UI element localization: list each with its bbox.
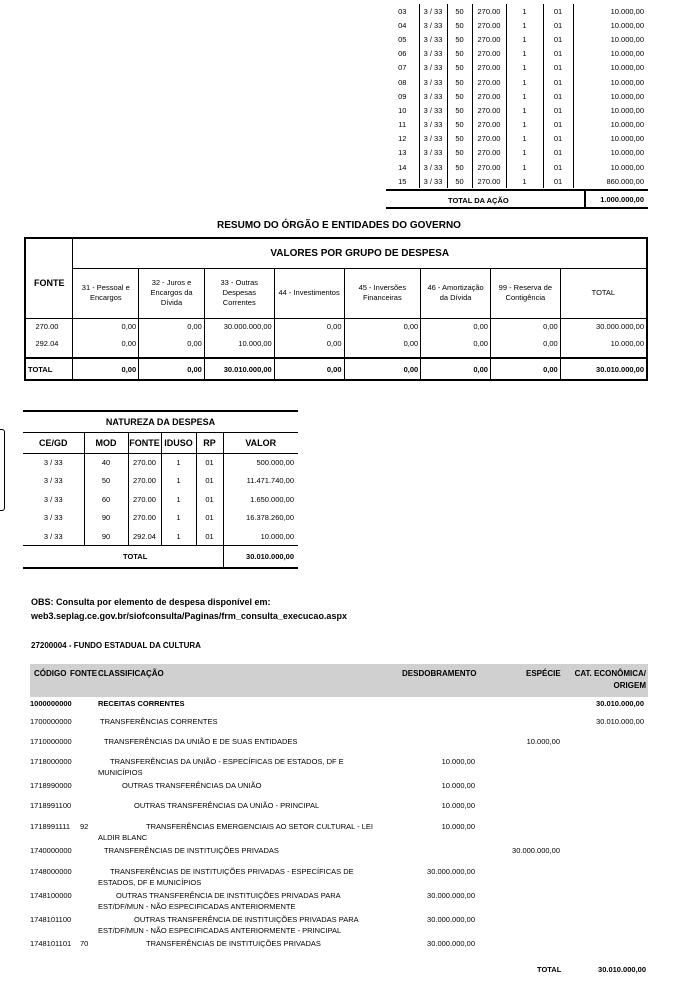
action-cell: 3 / 33: [419, 89, 447, 103]
action-cell: 50: [447, 18, 472, 32]
action-cell: 01: [543, 4, 573, 18]
fundo-codigo: 1748000000: [30, 867, 72, 876]
natureza-cell: 01: [196, 490, 223, 509]
natureza-col-header: MOD: [84, 433, 128, 453]
fundo-header-classificacao: CLASSIFICAÇÃO: [98, 669, 164, 678]
action-cell: 3 / 33: [419, 146, 447, 160]
action-row: [386, 61, 648, 75]
action-cell: 50: [447, 174, 472, 188]
fundo-title: 27200004 - FUNDO ESTADUAL DA CULTURA: [31, 641, 201, 650]
action-cell: 01: [543, 75, 573, 89]
action-cell: 12: [398, 134, 407, 144]
resumo-value-cell: 0,00: [421, 318, 491, 335]
action-cell: 10: [398, 105, 407, 115]
action-cell: 270.00: [472, 146, 506, 160]
action-cell: 04: [398, 20, 407, 30]
resumo-col-header: 31 - Pessoal e Encargos: [73, 268, 139, 318]
action-cell: 1: [506, 132, 543, 146]
natureza-col-header: VALOR: [223, 433, 298, 453]
natureza-cell: 3 / 33: [43, 476, 63, 486]
natureza-row: [23, 472, 298, 491]
fundo-descricao: EST/DF/MUN - NÃO ESPECIFICADAS ANTERIORMENTE: [98, 902, 296, 911]
fundo-codigo: 1748101101: [30, 939, 72, 948]
resumo-table: [24, 237, 648, 381]
fundo-descricao: TRANSFERÊNCIAS CORRENTES: [100, 717, 218, 726]
fundo-descricao: ALDIR BLANC: [98, 833, 148, 842]
fundo-desdobramento: 30.000.000,00: [427, 867, 475, 876]
action-cell: 3 / 33: [419, 18, 447, 32]
action-cell: 10.000,00: [573, 103, 648, 117]
resumo-value-cell: 30.000.000,00: [204, 318, 274, 335]
resumo-value-cell: 0,00: [421, 335, 491, 352]
natureza-grid: [23, 433, 298, 569]
action-cell: 01: [543, 61, 573, 75]
action-cell: 50: [447, 75, 472, 89]
resumo-total-cell: 30.010.000,00: [560, 358, 647, 380]
action-cell: 05: [398, 34, 407, 44]
action-cell: 3 / 33: [419, 132, 447, 146]
fundo-codigo: 1700000000: [30, 717, 72, 726]
resumo-total-cell: 0,00: [421, 358, 491, 380]
action-cell: 10.000,00: [573, 4, 648, 18]
action-cell: 1: [506, 47, 543, 61]
page-edge-bracket: [0, 429, 5, 511]
action-cell: 270.00: [472, 32, 506, 46]
natureza-row: [23, 509, 298, 528]
natureza-cell: 270.00: [128, 453, 161, 472]
natureza-cell: 500.000,00: [223, 453, 298, 472]
action-cell: 3 / 33: [419, 75, 447, 89]
resumo-total-label: TOTAL: [25, 358, 73, 380]
action-cell: 50: [447, 146, 472, 160]
action-cell: 50: [447, 89, 472, 103]
fundo-cat-economica: 30.010.000,00: [596, 717, 644, 726]
natureza-col-header: CE/GD: [23, 433, 84, 453]
action-cell: 01: [543, 89, 573, 103]
action-cell: 01: [543, 146, 573, 160]
action-total-row: [386, 189, 648, 209]
resumo-value-cell: 0,00: [344, 335, 421, 352]
natureza-row: [23, 453, 298, 472]
natureza-col-header: FONTE: [128, 433, 161, 453]
fundo-descricao: ESTADOS, DF E MUNICÍPIOS: [98, 878, 202, 887]
natureza-cell: 01: [196, 453, 223, 472]
resumo-value-cell: 0,00: [139, 318, 205, 335]
fundo-codigo: 1740000000: [30, 846, 72, 855]
fundo-desdobramento: 10.000,00: [441, 801, 475, 810]
natureza-total-label: TOTAL: [23, 546, 223, 568]
action-row: [386, 32, 648, 46]
action-cell: 1: [506, 89, 543, 103]
action-cell: 270.00: [472, 4, 506, 18]
action-cell: 3 / 33: [419, 61, 447, 75]
fundo-cat-economica: 30.010.000,00: [596, 699, 644, 708]
resumo-value-cell: 0,00: [344, 318, 421, 335]
fundo-header: [30, 664, 648, 697]
action-cell: 270.00: [472, 18, 506, 32]
action-cell: 50: [447, 61, 472, 75]
natureza-cell: 01: [196, 472, 223, 491]
fundo-descricao: TRANSFERÊNCIAS DE INSTITUIÇÕES PRIVADAS: [146, 939, 321, 948]
natureza-col-header: RP: [196, 433, 223, 453]
action-cell: 50: [447, 103, 472, 117]
fundo-descricao: TRANSFERÊNCIAS DE INSTITUIÇÕES PRIVADAS - ESPECÍFICAS DE: [110, 867, 354, 876]
natureza-cell: 90: [84, 509, 128, 528]
resumo-row: [25, 318, 647, 335]
obs-link[interactable]: web3.seplag.ce.gov.br/siofconsulta/Paginas/frm_consulta_execucao.aspx: [31, 611, 347, 621]
resumo-value-cell: 0,00: [139, 335, 205, 352]
fundo-codigo: 1000000000: [30, 699, 72, 708]
action-cell: 09: [398, 91, 407, 101]
action-cell: 08: [398, 77, 407, 87]
natureza-cell: 270.00: [128, 509, 161, 528]
natureza-cell: 1: [161, 527, 196, 546]
natureza-cell: 50: [84, 472, 128, 491]
action-cell: 13: [398, 148, 407, 158]
resumo-total-cell: 0,00: [344, 358, 421, 380]
action-cell: 1: [506, 174, 543, 188]
action-row: [386, 89, 648, 103]
fundo-descricao: RECEITAS CORRENTES: [98, 699, 185, 708]
fundo-descricao: OUTRAS TRANSFERÊNCIA DE INSTITUIÇÕES PRIVADAS PARA: [134, 915, 359, 924]
fundo-codigo: 1718991100: [30, 801, 72, 810]
resumo-col-header: 46 - Amortização da Dívida: [421, 268, 491, 318]
fundo-descricao: TRANSFERÊNCIAS DA UNIÃO - ESPECÍFICAS DE ESTADOS, DF E: [110, 757, 344, 766]
fundo-desdobramento: 10.000,00: [441, 781, 475, 790]
resumo-fonte-header: FONTE: [25, 238, 73, 318]
action-row: [386, 18, 648, 32]
action-cell: 1: [506, 61, 543, 75]
natureza-total-row: [23, 546, 298, 568]
fundo-codigo: 1748101100: [30, 915, 72, 924]
action-cell: 270.00: [472, 61, 506, 75]
natureza-cell: 10.000,00: [223, 527, 298, 546]
resumo-value-cell: 10.000,00: [560, 335, 647, 352]
action-cell: 01: [543, 174, 573, 188]
action-row: [386, 47, 648, 61]
action-total-value: 1.000.000,00: [584, 191, 644, 208]
action-cell: 14: [398, 162, 407, 172]
natureza-cell: 1.650.000,00: [223, 490, 298, 509]
action-cell: 10.000,00: [573, 18, 648, 32]
fundo-desdobramento: 30.000.000,00: [427, 891, 475, 900]
resumo-fonte-cell: 292.04: [25, 335, 73, 352]
action-cell: 3 / 33: [419, 118, 447, 132]
fundo-codigo: 1748100000: [30, 891, 72, 900]
action-cell: 1: [506, 75, 543, 89]
natureza-cell: 270.00: [128, 472, 161, 491]
natureza-cell: 1: [161, 490, 196, 509]
natureza-table: [23, 410, 298, 569]
natureza-total-value: 30.010.000,00: [223, 546, 298, 568]
action-cell: 01: [543, 47, 573, 61]
fundo-total-value: 30.010.000,00: [598, 965, 646, 974]
action-row: [386, 4, 648, 18]
action-cell: 1: [506, 160, 543, 174]
resumo-value-cell: 10.000,00: [204, 335, 274, 352]
action-row: [386, 146, 648, 160]
resumo-total-cell: 0,00: [490, 358, 560, 380]
fundo-fonte: 92: [80, 822, 89, 831]
action-cell: 10.000,00: [573, 160, 648, 174]
fundo-descricao: TRANSFERÊNCIAS DA UNIÃO E DE SUAS ENTIDADES: [104, 737, 298, 746]
natureza-cell: 16.378.260,00: [223, 509, 298, 528]
action-cell: 10.000,00: [573, 89, 648, 103]
action-cell: 10.000,00: [573, 132, 648, 146]
action-cell: 3 / 33: [419, 160, 447, 174]
natureza-cell: 3 / 33: [43, 531, 63, 541]
action-cell: 50: [447, 160, 472, 174]
action-row: [386, 132, 648, 146]
fundo-codigo: 1718000000: [30, 757, 72, 766]
action-cell: 50: [447, 132, 472, 146]
resumo-total-cell: 0,00: [139, 358, 205, 380]
fundo-descricao: OUTRAS TRANSFERÊNCIAS DA UNIÃO: [122, 781, 262, 790]
action-cell: 01: [543, 32, 573, 46]
action-cell: 1: [506, 103, 543, 117]
action-cell: 3 / 33: [419, 32, 447, 46]
action-cell: 50: [447, 4, 472, 18]
resumo-total-cell: 0,00: [274, 358, 344, 380]
action-row: [386, 174, 648, 188]
resumo-title: RESUMO DO ÓRGÃO E ENTIDADES DO GOVERNO: [217, 220, 461, 231]
natureza-row: [23, 527, 298, 546]
resumo-value-cell: 0,00: [490, 318, 560, 335]
action-table: [386, 4, 648, 209]
action-table-grid: [386, 4, 648, 188]
fundo-desdobramento: 30.000.000,00: [427, 915, 475, 924]
action-cell: 10.000,00: [573, 118, 648, 132]
obs-line-1: OBS: Consulta por elemento de despesa disponível em:: [31, 597, 271, 607]
resumo-value-cell: 30.000.000,00: [560, 318, 647, 335]
resumo-value-cell: 0,00: [274, 318, 344, 335]
action-cell: 15: [398, 176, 407, 186]
fundo-especie: 10.000,00: [526, 737, 560, 746]
resumo-group-header: VALORES POR GRUPO DE DESPESA: [73, 238, 647, 268]
action-cell: 3 / 33: [419, 4, 447, 18]
action-total-label: TOTAL DA AÇÃO: [448, 196, 509, 206]
action-cell: 860.000,00: [573, 174, 648, 188]
action-cell: 11: [398, 120, 407, 130]
fundo-total-label: TOTAL: [537, 965, 562, 974]
action-cell: 270.00: [472, 174, 506, 188]
fundo-descricao: TRANSFERÊNCIAS DE INSTITUIÇÕES PRIVADAS: [104, 846, 279, 855]
fundo-descricao: EST/DF/MUN - NÃO ESPECIFICADAS ANTERIORMENTE - PRINCIPAL: [98, 926, 342, 935]
fundo-codigo: 1710000000: [30, 737, 72, 746]
fundo-fonte: 70: [80, 939, 89, 948]
natureza-cell: 1: [161, 453, 196, 472]
natureza-cell: 3 / 33: [43, 494, 63, 504]
action-cell: 01: [543, 103, 573, 117]
fundo-descricao: OUTRAS TRANSFERÊNCIA DE INSTITUIÇÕES PRIVADAS PARA: [116, 891, 341, 900]
resumo-value-cell: 0,00: [274, 335, 344, 352]
fundo-desdobramento: 10.000,00: [441, 822, 475, 831]
fundo-desdobramento: 30.000.000,00: [427, 939, 475, 948]
resumo-value-cell: 0,00: [73, 318, 139, 335]
natureza-cell: 292.04: [128, 527, 161, 546]
fundo-header-cat-1: CAT. ECONÔMICA/: [574, 669, 646, 678]
fundo-codigo: 1718991111: [30, 822, 71, 831]
resumo-value-cell: 0,00: [490, 335, 560, 352]
action-cell: 10.000,00: [573, 146, 648, 160]
natureza-cell: 3 / 33: [43, 458, 63, 467]
natureza-cell: 40: [84, 453, 128, 472]
natureza-cell: 90: [84, 527, 128, 546]
natureza-row: [23, 490, 298, 509]
action-cell: 270.00: [472, 47, 506, 61]
action-cell: 270.00: [472, 75, 506, 89]
resumo-fonte-cell: 270.00: [25, 318, 73, 335]
resumo-col-header: 33 - Outras Despesas Correntes: [204, 268, 274, 318]
action-cell: 270.00: [472, 160, 506, 174]
natureza-cell: 60: [84, 490, 128, 509]
fundo-header-codigo: CÓDIGO: [34, 669, 67, 678]
action-cell: 01: [543, 132, 573, 146]
resumo-col-header: 44 - Investimentos: [274, 268, 344, 318]
fundo-especie: 30.000.000,00: [512, 846, 560, 855]
action-row: [386, 75, 648, 89]
resumo-value-cell: 0,00: [73, 335, 139, 352]
action-cell: 3 / 33: [419, 47, 447, 61]
action-cell: 01: [543, 18, 573, 32]
action-row: [386, 160, 648, 174]
resumo-total-cell: 0,00: [73, 358, 139, 380]
resumo-grid: [24, 237, 648, 381]
action-cell: 3 / 33: [419, 174, 447, 188]
fundo-descricao: OUTRAS TRANSFERÊNCIAS DA UNIÃO - PRINCIPAL: [134, 801, 320, 810]
fundo-codigo: 1718990000: [30, 781, 72, 790]
natureza-col-header: IDUSO: [161, 433, 196, 453]
action-cell: 01: [543, 160, 573, 174]
resumo-col-header: 45 - Inversões Financeiras: [344, 268, 421, 318]
action-cell: 1: [506, 118, 543, 132]
natureza-title: NATUREZA DA DESPESA: [23, 410, 298, 433]
fundo-header-fonte: FONTE: [70, 669, 98, 678]
action-cell: 1: [506, 4, 543, 18]
action-cell: 10.000,00: [573, 61, 648, 75]
action-cell: 270.00: [472, 89, 506, 103]
resumo-total-cell: 30.010.000,00: [204, 358, 274, 380]
fundo-descricao: TRANSFERÊNCIAS EMERGENCIAIS AO SETOR CULTURAL - LEI: [146, 822, 373, 831]
action-cell: 1: [506, 146, 543, 160]
fundo-desdobramento: 10.000,00: [441, 757, 475, 766]
action-cell: 10.000,00: [573, 32, 648, 46]
action-cell: 01: [543, 118, 573, 132]
natureza-cell: 11.471.740,00: [223, 472, 298, 491]
action-cell: 50: [447, 32, 472, 46]
action-row: [386, 118, 648, 132]
natureza-cell: 01: [196, 527, 223, 546]
fundo-descricao: MUNICÍPIOS: [98, 768, 143, 777]
action-cell: 1: [506, 18, 543, 32]
action-cell: 03: [398, 6, 407, 16]
natureza-cell: 3 / 33: [43, 513, 63, 523]
action-cell: 270.00: [472, 118, 506, 132]
action-cell: 07: [398, 63, 407, 73]
fundo-header-desdobramento: DESDOBRAMENTO: [402, 669, 477, 678]
natureza-cell: 1: [161, 472, 196, 491]
resumo-row: [25, 335, 647, 352]
resumo-col-header: 99 - Reserva de Contigência: [490, 268, 560, 318]
action-row: [386, 103, 648, 117]
action-cell: 50: [447, 118, 472, 132]
action-cell: 10.000,00: [573, 47, 648, 61]
action-cell: 06: [398, 49, 407, 59]
natureza-cell: 270.00: [128, 490, 161, 509]
fundo-header-especie: ESPÉCIE: [526, 669, 561, 678]
fundo-header-cat-2: ORIGEM: [613, 681, 646, 690]
action-cell: 270.00: [472, 103, 506, 117]
resumo-col-header: 32 - Juros e Encargos da Dívida: [139, 268, 205, 318]
resumo-total-row: [25, 358, 647, 380]
action-cell: 1: [506, 32, 543, 46]
resumo-col-header: TOTAL: [560, 268, 647, 318]
natureza-cell: 1: [161, 509, 196, 528]
natureza-cell: 01: [196, 509, 223, 528]
action-cell: 10.000,00: [573, 75, 648, 89]
action-cell: 3 / 33: [419, 103, 447, 117]
action-cell: 50: [447, 47, 472, 61]
action-cell: 270.00: [472, 132, 506, 146]
